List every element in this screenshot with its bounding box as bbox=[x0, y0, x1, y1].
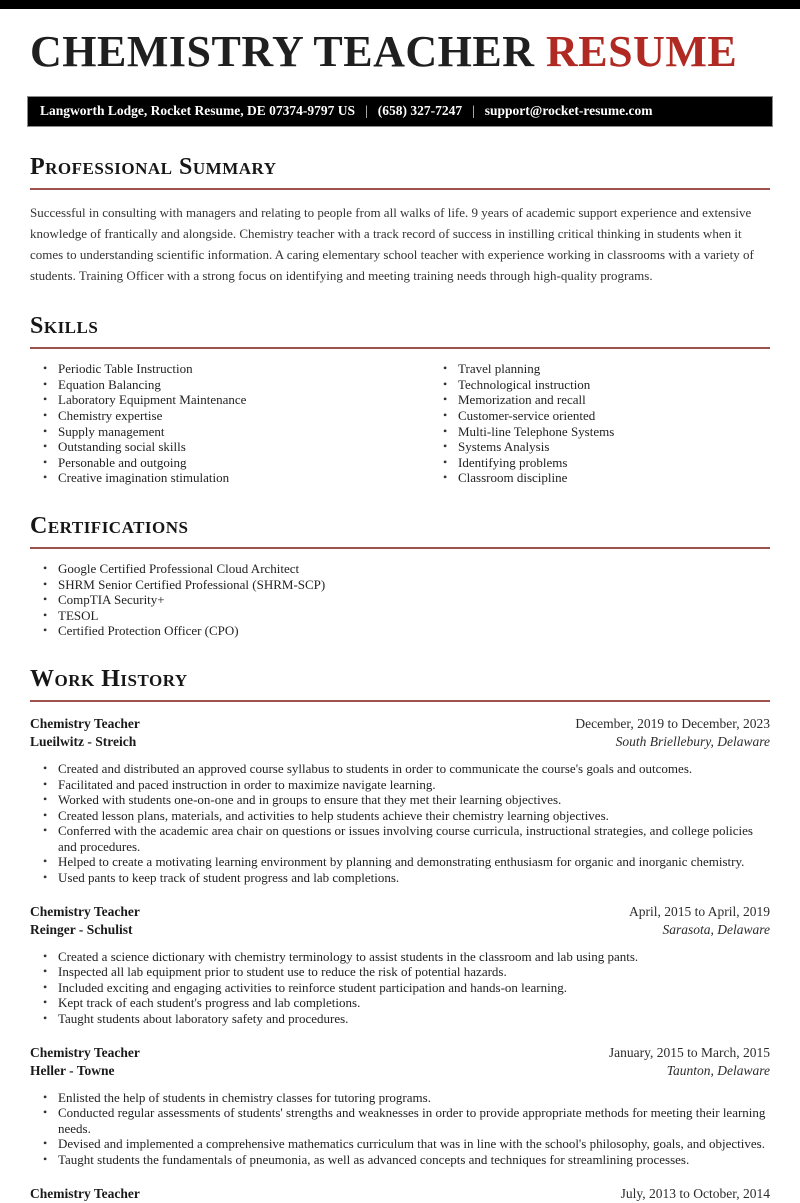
job-company-row bbox=[30, 733, 770, 751]
skill-item: • Laboratory Equipment Maintenance bbox=[56, 392, 430, 408]
skill-item: • Customer-service oriented bbox=[456, 408, 770, 424]
contact-separator: | bbox=[365, 103, 368, 119]
contact-bar bbox=[27, 96, 773, 127]
summary-heading: Professional Summary bbox=[30, 154, 770, 190]
skill-item: • Travel planning bbox=[456, 361, 770, 377]
resume-page bbox=[0, 29, 800, 1203]
section-work-history bbox=[30, 666, 770, 1203]
certifications-heading: Certifications bbox=[30, 513, 770, 549]
job-entry bbox=[30, 1185, 770, 1203]
top-strip bbox=[0, 0, 800, 9]
job-dates: April, 2015 to April, 2019 bbox=[629, 903, 770, 919]
skill-item: • Personable and outgoing bbox=[56, 455, 430, 471]
work-history-heading: Work History bbox=[30, 666, 770, 702]
job-dates: July, 2013 to October, 2014 bbox=[620, 1185, 770, 1201]
job-bullet: • Conferred with the academic area chair on questions or issues involving course curricula, instructional strategies, and college policies and procedures. bbox=[56, 823, 770, 854]
job-location: Taunton, Delaware bbox=[666, 1062, 770, 1078]
job-bullet: • Created a science dictionary with chemistry terminology to assist students in the classroom and lab using pants. bbox=[56, 949, 770, 965]
job-title-row bbox=[30, 1185, 770, 1203]
job-bullet-list bbox=[30, 1090, 770, 1168]
job-bullet: • Taught students the fundamentals of pneumonia, as well as advanced concepts and techniques for streamlining processes. bbox=[56, 1152, 770, 1168]
job-bullet: • Devised and implemented a comprehensive mathematics curriculum that was in line with the school's philosophy, goals, and objectives. bbox=[56, 1136, 770, 1152]
job-bullet: • Helped to create a motivating learning environment by planning and demonstrating enthusiasm for organic and inorganic chemistry. bbox=[56, 854, 770, 870]
skill-item: • Equation Balancing bbox=[56, 377, 430, 393]
job-bullet-list bbox=[30, 761, 770, 886]
job-bullet: • Used pants to keep track of student progress and lab completions. bbox=[56, 870, 770, 886]
certification-item: • SHRM Senior Certified Professional (SHRM-SCP) bbox=[56, 577, 770, 593]
job-bullet-list bbox=[30, 949, 770, 1027]
skill-item: • Systems Analysis bbox=[456, 439, 770, 455]
job-title-row bbox=[30, 1044, 770, 1062]
job-bullet: • Created lesson plans, materials, and activities to help students achieve their chemistry learning objectives. bbox=[56, 808, 770, 824]
title-resume-text: RESUME bbox=[546, 27, 738, 76]
summary-text: Successful in consulting with managers and relating to people from all walks of life. 9 years of academic support experience and extensive knowledge of frantically and alongside. Chemistry teacher with a track record of success in instilling critical thinking in students when it comes to understanding scientific information. A caring elementary school teacher with experience working in classrooms with a variety of students. Training Officer with a strong focus on identifying and meeting training needs through high-quality programs. bbox=[30, 205, 754, 284]
contact-email: support@rocket-resume.com bbox=[484, 103, 653, 119]
job-bullet: • Kept track of each student's progress and lab completions. bbox=[56, 995, 770, 1011]
job-company: Reinger - Schulist bbox=[30, 921, 133, 937]
job-bullet: • Conducted regular assessments of students' strengths and weaknesses in order to provide appropriate methods for meeting their learning needs. bbox=[56, 1105, 770, 1136]
job-title-row bbox=[30, 903, 770, 921]
job-dates: January, 2015 to March, 2015 bbox=[608, 1044, 770, 1060]
job-bullet: • Included exciting and engaging activities to reinforce student participation and hands-on learning. bbox=[56, 980, 770, 996]
skills-list-left bbox=[30, 361, 430, 486]
job-title: Chemistry Teacher bbox=[30, 903, 140, 919]
job-dates: December, 2019 to December, 2023 bbox=[575, 715, 770, 731]
certification-item: • Google Certified Professional Cloud Architect bbox=[56, 561, 770, 577]
job-location: South Briellebury, Delaware bbox=[615, 733, 770, 749]
skills-list-right bbox=[430, 361, 770, 486]
certifications-list bbox=[30, 561, 770, 639]
skill-item: • Supply management bbox=[56, 424, 430, 440]
job-company: Heller - Towne bbox=[30, 1062, 115, 1078]
skill-item: • Multi-line Telephone Systems bbox=[456, 424, 770, 440]
skill-item: • Outstanding social skills bbox=[56, 439, 430, 455]
contact-phone: (658) 327-7247 bbox=[377, 103, 463, 119]
job-company-row bbox=[30, 1062, 770, 1080]
job-list bbox=[30, 715, 770, 1203]
skill-item: • Classroom discipline bbox=[456, 470, 770, 486]
job-bullet: • Facilitated and paced instruction in order to maximize navigate learning. bbox=[56, 777, 770, 793]
skill-item: • Technological instruction bbox=[456, 377, 770, 393]
job-bullet: • Created and distributed an approved course syllabus to students in order to communicate the course's goals and outcomes. bbox=[56, 761, 770, 777]
job-bullet: • Inspected all lab equipment prior to student use to reduce the risk of potential hazards. bbox=[56, 964, 770, 980]
page-title bbox=[30, 29, 770, 75]
skill-item: • Creative imagination stimulation bbox=[56, 470, 430, 486]
skill-item: • Identifying problems bbox=[456, 455, 770, 471]
section-professional-summary bbox=[30, 154, 770, 286]
job-entry bbox=[30, 903, 770, 1027]
job-title: Chemistry Teacher bbox=[30, 1044, 140, 1060]
job-location: Sarasota, Delaware bbox=[662, 921, 770, 937]
skills-columns bbox=[30, 361, 770, 486]
skill-item: • Periodic Table Instruction bbox=[56, 361, 430, 377]
contact-separator: | bbox=[472, 103, 475, 119]
section-skills bbox=[30, 313, 770, 486]
job-company: Lueilwitz - Streich bbox=[30, 733, 137, 749]
job-bullet: • Enlisted the help of students in chemistry classes for tutoring programs. bbox=[56, 1090, 770, 1106]
job-title: Chemistry Teacher bbox=[30, 715, 140, 731]
certification-item: • TESOL bbox=[56, 608, 770, 624]
certification-item: • CompTIA Security+ bbox=[56, 592, 770, 608]
skills-heading: Skills bbox=[30, 313, 770, 349]
title-role-text: CHEMISTRY TEACHER bbox=[30, 27, 535, 76]
job-bullet: • Taught students about laboratory safety and procedures. bbox=[56, 1011, 770, 1027]
skill-item: • Memorization and recall bbox=[456, 392, 770, 408]
job-entry bbox=[30, 1044, 770, 1168]
job-title-row bbox=[30, 715, 770, 733]
job-entry bbox=[30, 715, 770, 886]
certification-item: • Certified Protection Officer (CPO) bbox=[56, 623, 770, 639]
contact-address: Langworth Lodge, Rocket Resume, DE 07374-9797 US bbox=[40, 103, 355, 119]
skill-item: • Chemistry expertise bbox=[56, 408, 430, 424]
job-bullet: • Worked with students one-on-one and in groups to ensure that they met their learning objectives. bbox=[56, 792, 770, 808]
job-title: Chemistry Teacher bbox=[30, 1185, 140, 1201]
section-certifications bbox=[30, 513, 770, 639]
job-company-row bbox=[30, 921, 770, 939]
